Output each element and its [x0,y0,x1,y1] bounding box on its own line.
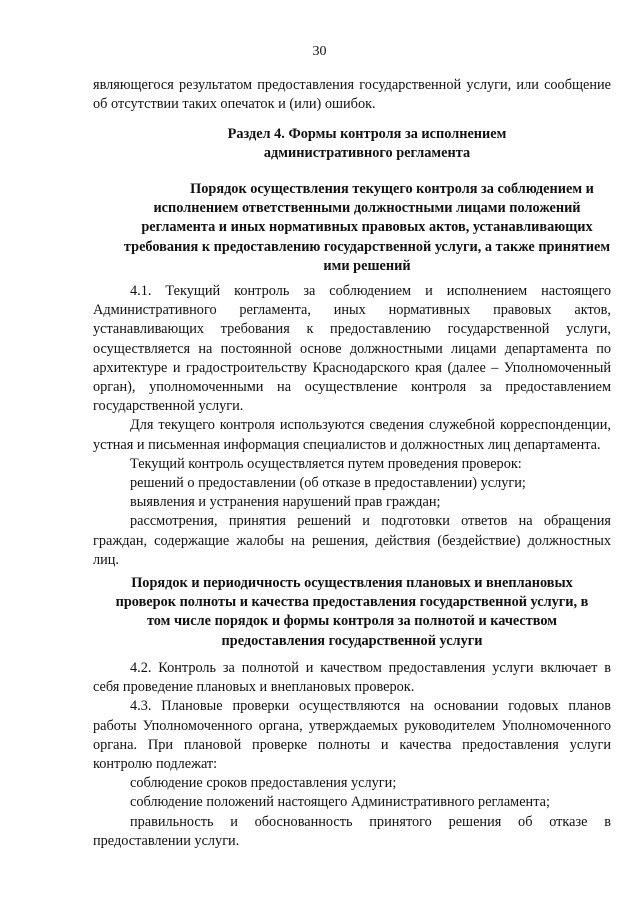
heading-line: Порядок и периодичность осуществления плановых и внеплановых [131,575,573,591]
heading-line: проверок полноты и качества предоставления государственной услуги, в [115,594,589,611]
heading-line: Порядок осуществления текущего контроля за соблюдением и [190,181,594,197]
paragraph: Для текущего контроля используются сведения служебной корреспонденции, устная и письменная информация специалистов и должностных лиц департамента. [93,417,611,453]
list-item: соблюдение положений настоящего Административного регламента; [130,794,550,811]
section-title [93,125,639,163]
paragraph: 4.1. Текущий контроль за соблюдением и исполнением настоящего Административного регламента, иных нормативных правовых актов, устанавливающих требования к предоставлению государственной услуги, осуществляется на постоянной основе должностными лицами департамента по архитектуре и градостроительству Краснодарского края (далее – Уполномоченный орган), уполномоченными на осуществление контроля за предоставлением государственной услуги. [93,283,611,415]
subsection-body-current-control [93,282,611,570]
heading-line: исполнением ответственными должностными лицами положений [153,200,581,217]
list-item: рассмотрения, принятия решений и подготовки ответов на обращения граждан, содержащие жалобы на решения, действия (бездействие) должностных лиц. [93,513,611,568]
page-number: 30 [312,44,327,59]
intro-paragraph: являющегося результатом предоставления государственной услуги, или сообщение об отсутствии таких опечаток и (или) ошибок. [93,77,611,113]
list-item: правильность и обоснованность принятого решения об отказе в предоставлении услуги. [93,813,611,849]
paragraph: 4.2. Контроль за полнотой и качеством предоставления услуги включает в себя проведение плановых и внеплановых проверок. [93,660,611,696]
subsection-body-inspections [93,659,611,851]
heading-line: ими решений [323,257,411,274]
list-item: решений о предоставлении (об отказе в предоставлении) услуги; [130,475,526,492]
subsection-heading-current-control [93,180,639,276]
paragraph: Текущий контроль осуществляется путем проведения проверок: [130,455,522,472]
paragraph: 4.3. Плановые проверки осуществляются на основании годовых планов работы Уполномоченного органа, утверждаемых руководителем Уполномоченного органа. При плановой проверке полноты и качества предоставления услуги контролю подлежат: [93,698,611,773]
heading-line: требования к предоставлению государственной услуги, а также принятием [123,238,611,255]
list-item: соблюдение сроков предоставления услуги; [130,775,397,792]
heading-line: том числе порядок и формы контроля за полнотой и качеством [146,613,558,630]
list-item: выявления и устранения нарушений прав граждан; [130,494,441,511]
heading-line: регламента и иных нормативных правовых актов, устанавливающих [141,219,593,236]
section-title-line: административного регламента [263,145,471,162]
heading-line: предоставления государственной услуги [221,632,483,649]
subsection-heading-inspections [93,574,611,651]
section-title-line: Раздел 4. Формы контроля за исполнением [227,126,507,142]
